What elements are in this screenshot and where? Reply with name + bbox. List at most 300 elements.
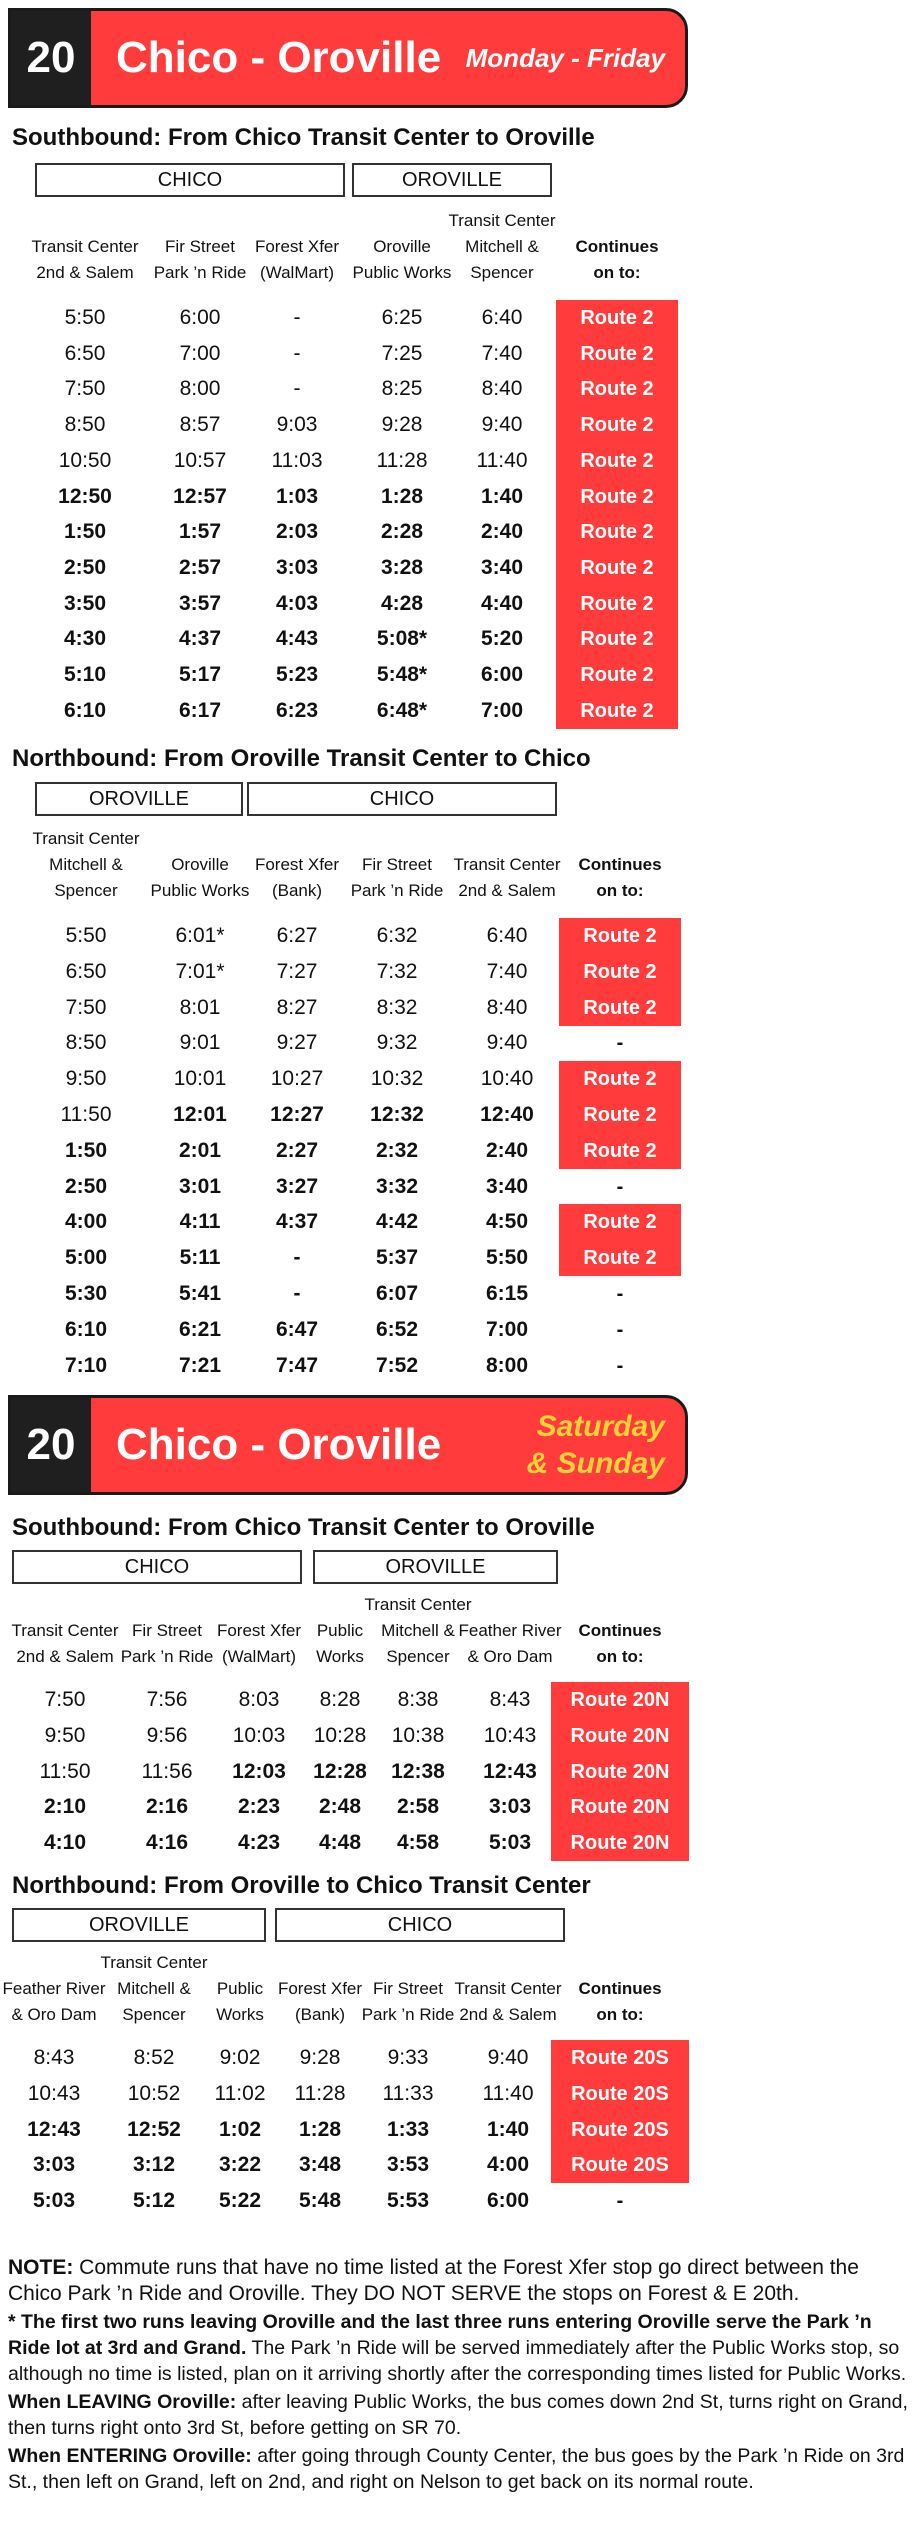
- column-header-line: Transit Center: [31, 237, 139, 256]
- time-cell: 12:43: [483, 1759, 537, 1783]
- region-label: OROVILLE: [35, 782, 243, 816]
- time-cell: 8:28: [319, 1688, 361, 1711]
- time-cell: 2:58: [396, 1795, 440, 1819]
- time-cell: 10:01: [173, 1067, 227, 1091]
- time-cell: 11:40: [482, 2081, 534, 2105]
- time-cell: 11:40: [476, 448, 528, 472]
- time-cell: 2:50: [64, 1174, 108, 1198]
- service-days-line2: & Sunday: [526, 1447, 665, 1480]
- note-entering: When ENTERING Oroville: after going through County Center, the bus goes by the Park ’n Ride on 3rd St., then left on Grand, left on 2nd, and right on Nelson to get back on its normal route.: [8, 2445, 905, 2493]
- time-cell: 4:23: [237, 1831, 281, 1855]
- time-cell: 2:40: [480, 520, 524, 544]
- section-title: Southbound: From Chico Transit Center to Oroville: [12, 124, 595, 151]
- time-cell: -: [293, 306, 301, 329]
- column-header-line: & Oro Dam: [467, 1647, 553, 1666]
- column-header-line: Continues: [578, 855, 662, 874]
- time-cell: 2:32: [375, 1138, 419, 1162]
- time-cell: 12:50: [58, 484, 112, 508]
- time-cell: 12:57: [173, 484, 227, 508]
- time-cell: -: [293, 1246, 301, 1270]
- continues-cell: Route 20S: [551, 2076, 689, 2112]
- time-cell: 6:10: [64, 1317, 108, 1341]
- column-header-line: Park ’n Ride: [361, 2005, 455, 2024]
- column-header-line: Continues: [578, 1979, 662, 1998]
- continues-cell: Route 20N: [551, 1718, 689, 1754]
- column-header-line: Mitchell &: [465, 237, 539, 256]
- column-header-line: Transit Center: [11, 1621, 119, 1640]
- time-cell: 5:03: [32, 2189, 76, 2213]
- time-cell: 2:10: [43, 1795, 87, 1819]
- time-cell: 1:40: [480, 484, 524, 508]
- note-commute: NOTE: Commute runs that have no time listed at the Forest Xfer stop go direct between the Chico Park ’n Ride and Oroville. They DO NOT SERVE the stops on Forest & E 20th.: [8, 2256, 859, 2305]
- time-cell: 10:43: [27, 2081, 81, 2105]
- time-cell: 9:32: [376, 1031, 418, 1055]
- column-header-line: Public Works: [352, 263, 452, 282]
- time-cell: 5:03: [488, 1831, 532, 1855]
- column-header-line: Spencer: [122, 2005, 186, 2024]
- time-cell: 10:50: [58, 448, 112, 472]
- column-header-line: Fir Street: [165, 237, 235, 256]
- time-cell: 3:53: [386, 2153, 430, 2177]
- column-header-line: Works: [316, 1647, 364, 1666]
- time-cell: 8:57: [179, 413, 221, 437]
- time-cell: 7:32: [376, 959, 418, 983]
- column-header-line: Public Works: [150, 881, 250, 900]
- time-cell: 7:25: [381, 341, 423, 365]
- column-header-line: Mitchell &: [381, 1621, 455, 1640]
- time-cell: 3:48: [298, 2153, 342, 2177]
- time-cell: 6:48*: [376, 698, 428, 722]
- continues-cell: Route 20S: [551, 2147, 689, 2183]
- time-cell: 3:03: [275, 555, 319, 579]
- time-cell: 4:28: [380, 591, 424, 615]
- time-cell: 7:00: [179, 341, 221, 365]
- time-cell: 1:28: [298, 2117, 342, 2141]
- time-cell: 1:33: [386, 2117, 430, 2141]
- continues-cell: Route 2: [559, 1133, 681, 1169]
- time-cell: 6:32: [376, 924, 418, 947]
- time-cell: 7:50: [65, 995, 107, 1019]
- column-header-line: Spencer: [470, 263, 534, 282]
- time-cell: 9:01: [179, 1031, 221, 1055]
- column-header-line: Oroville: [171, 855, 229, 874]
- time-cell: 7:01*: [175, 959, 225, 983]
- continues-cell: Route 2: [559, 918, 681, 954]
- column-header-line: (WalMart): [260, 263, 334, 282]
- column-header-line: Park ’n Ride: [120, 1647, 214, 1666]
- time-cell: 6:52: [375, 1317, 419, 1341]
- weekend-banner: [8, 1395, 688, 1495]
- time-cell: 1:57: [178, 520, 222, 544]
- time-cell: 9:50: [65, 1067, 107, 1091]
- column-header-line: Transit Center: [448, 211, 556, 230]
- time-cell: 10:57: [173, 448, 227, 472]
- continues-cell: Route 2: [556, 336, 678, 372]
- time-cell: 5:50: [65, 924, 107, 947]
- time-cell: 6:47: [275, 1317, 319, 1341]
- time-cell: 9:02: [219, 2046, 261, 2069]
- column-header-line: Public: [316, 1621, 364, 1640]
- continues-cell: Route 2: [559, 990, 681, 1026]
- time-cell: 9:03: [276, 413, 318, 437]
- column-header-line: Park ’n Ride: [153, 263, 247, 282]
- time-cell: 6:00: [179, 306, 221, 329]
- time-cell: 5:41: [178, 1282, 222, 1305]
- route-name: Chico - Oroville: [116, 33, 442, 82]
- region-label: OROVILLE: [352, 163, 552, 197]
- time-cell: 2:23: [237, 1795, 281, 1819]
- continues-cell: Route 20N: [551, 1754, 689, 1790]
- time-cell: 9:27: [276, 1031, 318, 1055]
- column-header-line: Forest Xfer: [277, 1979, 363, 1998]
- column-header: [560, 1592, 680, 1670]
- continues-cell: -: [616, 1032, 624, 1055]
- time-cell: 5:00: [64, 1246, 108, 1270]
- continues-cell: Route 2: [559, 1204, 681, 1240]
- time-cell: 2:16: [145, 1795, 189, 1819]
- time-cell: 1:40: [486, 2117, 530, 2141]
- continues-cell: Route 2: [556, 371, 678, 407]
- time-cell: 5:12: [132, 2189, 176, 2213]
- time-cell: 3:27: [275, 1174, 319, 1198]
- column-header: [450, 1592, 570, 1670]
- time-cell: 12:52: [127, 2117, 181, 2141]
- note-leaving: When LEAVING Oroville: after leaving Public Works, the bus comes down 2nd St, turns right on Grand, then turns right onto 3rd St, before getting on SR 70.: [8, 2391, 908, 2439]
- time-cell: 5:10: [63, 663, 107, 686]
- time-cell: 9:40: [486, 1031, 528, 1055]
- column-header-line: Public: [216, 1979, 264, 1998]
- time-cell: 3:40: [485, 1174, 529, 1198]
- time-cell: -: [293, 1282, 301, 1305]
- region-label: OROVILLE: [12, 1908, 266, 1942]
- column-header-line: Transit Center: [454, 1979, 562, 1998]
- time-cell: 5:48*: [376, 663, 428, 686]
- column-header-line: Fir Street: [132, 1621, 202, 1640]
- time-cell: 8:50: [65, 1031, 107, 1055]
- time-cell: 7:00: [480, 698, 524, 722]
- time-cell: 7:40: [486, 959, 528, 983]
- time-cell: 3:32: [375, 1174, 419, 1198]
- time-cell: 4:42: [375, 1210, 419, 1234]
- column-header-line: 2nd & Salem: [16, 1647, 114, 1666]
- time-cell: 12:27: [270, 1103, 324, 1126]
- time-cell: 5:53: [386, 2189, 430, 2213]
- time-cell: 8:03: [238, 1688, 280, 1711]
- continues-cell: Route 2: [556, 479, 678, 515]
- column-header-line: Transit Center: [364, 1595, 472, 1614]
- continues-cell: Route 2: [556, 300, 678, 336]
- time-cell: 6:27: [276, 924, 318, 947]
- time-cell: 6:21: [178, 1317, 222, 1341]
- time-cell: 2:03: [275, 520, 319, 544]
- continues-cell: Route 2: [556, 407, 678, 443]
- time-cell: 5:22: [218, 2189, 262, 2213]
- time-cell: 8:52: [133, 2046, 175, 2069]
- continues-cell: -: [616, 1283, 624, 1305]
- time-cell: 2:48: [318, 1795, 362, 1819]
- time-cell: 11:50: [60, 1103, 112, 1126]
- time-cell: 11:28: [294, 2081, 346, 2105]
- time-cell: 1:03: [275, 484, 319, 508]
- time-cell: 11:28: [376, 448, 428, 472]
- time-cell: 3:03: [488, 1795, 532, 1819]
- time-cell: 7:00: [485, 1317, 529, 1341]
- time-cell: 3:57: [178, 591, 222, 615]
- continues-cell: Route 2: [559, 1240, 681, 1276]
- column-header-line: Continues: [575, 237, 659, 256]
- time-cell: 10:03: [232, 1723, 286, 1747]
- region-label: OROVILLE: [313, 1550, 558, 1584]
- column-header-line: Fir Street: [373, 1979, 443, 1998]
- column-header-line: Transit Center: [100, 1953, 208, 1972]
- time-cell: 3:28: [380, 555, 424, 579]
- time-cell: 2:57: [178, 555, 222, 579]
- continues-cell: Route 20S: [551, 2112, 689, 2148]
- time-cell: 5:50: [485, 1246, 529, 1270]
- continues-cell: Route 2: [556, 550, 678, 586]
- section-title: Northbound: From Oroville Transit Center to Chico: [12, 745, 591, 772]
- column-header-line: Mitchell &: [117, 1979, 191, 1998]
- time-cell: 8:32: [376, 995, 418, 1019]
- continues-cell: Route 2: [556, 621, 678, 657]
- weekday-banner: [8, 8, 688, 108]
- continues-cell: Route 2: [559, 954, 681, 990]
- time-cell: 8:38: [397, 1688, 439, 1711]
- continues-cell: -: [616, 2190, 624, 2213]
- column-header-line: 2nd & Salem: [36, 263, 134, 282]
- time-cell: 2:27: [275, 1138, 319, 1162]
- column-header-line: Fir Street: [362, 855, 432, 874]
- continues-cell: -: [616, 1318, 624, 1341]
- time-cell: 12:38: [391, 1759, 445, 1783]
- time-cell: 4:50: [485, 1210, 529, 1234]
- continues-cell: Route 2: [556, 514, 678, 550]
- time-cell: 4:58: [396, 1831, 440, 1855]
- time-cell: 6:15: [485, 1282, 529, 1305]
- time-cell: 8:43: [489, 1688, 531, 1711]
- column-header: [550, 826, 690, 904]
- column-header-line: Continues: [578, 1621, 662, 1640]
- section-title: Southbound: From Chico Transit Center to Oroville: [12, 1514, 595, 1541]
- time-cell: 5:20: [480, 627, 524, 651]
- time-cell: 4:40: [480, 591, 524, 615]
- time-cell: 6:00: [480, 663, 524, 686]
- time-cell: 4:03: [275, 591, 319, 615]
- time-cell: 6:17: [178, 698, 222, 722]
- time-cell: 6:25: [381, 306, 423, 329]
- time-cell: 9:28: [381, 413, 423, 437]
- time-cell: 4:00: [64, 1210, 108, 1234]
- continues-cell: Route 20N: [551, 1825, 689, 1861]
- time-cell: 11:02: [214, 2081, 266, 2105]
- column-header-line: Forest Xfer: [254, 855, 340, 874]
- column-header-line: (Bank): [294, 2005, 346, 2024]
- route-name: Chico - Oroville: [116, 1420, 442, 1469]
- notes: [8, 2255, 908, 2497]
- time-cell: 8:43: [33, 2046, 75, 2069]
- time-cell: 8:01: [179, 995, 221, 1019]
- time-cell: 10:52: [127, 2081, 181, 2105]
- note-asterisk: * The first two runs leaving Oroville and the last three runs entering Oroville serve the Park ’n Ride lot at 3rd and Grand. The Park ’n Ride will be served immediately after the Public Works stop, so although no time is listed, plan on it arriving shortly after the corresponding times listed for Public Works.: [8, 2311, 907, 2385]
- time-cell: 6:40: [486, 924, 528, 947]
- time-cell: 5:37: [375, 1246, 419, 1270]
- time-cell: 11:56: [141, 1759, 193, 1783]
- time-cell: 1:02: [218, 2117, 262, 2141]
- column-header-line: (WalMart): [222, 1647, 296, 1666]
- time-cell: 8:25: [381, 377, 423, 401]
- continues-cell: Route 2: [556, 693, 678, 729]
- time-cell: 8:27: [276, 995, 318, 1019]
- continues-cell: Route 20N: [551, 1789, 689, 1825]
- continues-cell: Route 20N: [551, 1682, 689, 1718]
- region-label: CHICO: [35, 163, 345, 197]
- route-number: 20: [11, 1398, 91, 1492]
- time-cell: 5:30: [64, 1282, 108, 1305]
- time-cell: 10:27: [270, 1067, 324, 1091]
- time-cell: 12:32: [370, 1103, 424, 1126]
- time-cell: 7:50: [44, 1688, 86, 1711]
- column-header-line: & Oro Dam: [11, 2005, 97, 2024]
- continues-cell: Route 2: [559, 1097, 681, 1133]
- time-cell: 7:52: [375, 1353, 419, 1377]
- column-header-line: Forest Xfer: [254, 237, 340, 256]
- time-cell: 7:27: [276, 959, 318, 983]
- time-cell: 4:48: [318, 1831, 362, 1855]
- column-header-line: Park ’n Ride: [350, 881, 444, 900]
- service-days: Monday - Friday: [465, 42, 665, 73]
- column-header-line: Transit Center: [453, 855, 561, 874]
- column-header-line: 2nd & Salem: [459, 2005, 557, 2024]
- time-cell: 3:03: [32, 2153, 76, 2177]
- time-cell: 5:23: [275, 663, 319, 686]
- time-cell: 4:30: [63, 627, 107, 651]
- time-cell: 6:40: [481, 306, 523, 329]
- region-label: CHICO: [275, 1908, 565, 1942]
- time-cell: 3:12: [132, 2153, 176, 2177]
- time-cell: 9:40: [481, 413, 523, 437]
- column-header-line: Mitchell &: [49, 855, 123, 874]
- time-cell: 12:43: [27, 2117, 81, 2141]
- time-cell: 2:40: [485, 1138, 529, 1162]
- time-cell: 7:21: [178, 1353, 222, 1377]
- time-cell: 11:33: [382, 2081, 434, 2105]
- continues-cell: Route 2: [559, 1061, 681, 1097]
- region-label: CHICO: [247, 782, 557, 816]
- column-header-line: Forest Xfer: [216, 1621, 302, 1640]
- time-cell: 12:03: [232, 1759, 286, 1783]
- time-cell: 2:50: [63, 555, 107, 579]
- time-cell: 8:40: [486, 995, 528, 1019]
- time-cell: 11:03: [271, 448, 323, 472]
- time-cell: 5:08*: [376, 627, 428, 651]
- time-cell: 7:50: [64, 377, 106, 401]
- time-cell: -: [293, 377, 301, 401]
- time-cell: 2:28: [380, 520, 424, 544]
- continues-cell: Route 2: [556, 443, 678, 479]
- time-cell: 4:10: [43, 1831, 87, 1855]
- time-cell: 9:56: [146, 1723, 188, 1747]
- time-cell: 12:28: [313, 1759, 367, 1783]
- column-header-line: Feather River: [458, 1621, 562, 1640]
- column-header-line: Spencer: [386, 1647, 450, 1666]
- continues-cell: -: [616, 1354, 624, 1377]
- column-header: [547, 208, 687, 286]
- time-cell: 4:00: [486, 2153, 530, 2177]
- time-cell: 7:10: [64, 1353, 108, 1377]
- continues-cell: Route 20S: [551, 2040, 689, 2076]
- time-cell: 9:40: [487, 2046, 529, 2069]
- time-cell: 11:50: [39, 1759, 91, 1783]
- time-cell: 9:50: [44, 1723, 86, 1747]
- column-header-line: (Bank): [271, 881, 323, 900]
- time-cell: 1:50: [64, 1138, 108, 1162]
- time-cell: 8:00: [179, 377, 221, 401]
- column-header-line: 2nd & Salem: [458, 881, 556, 900]
- column-header-line: Transit Center: [32, 829, 140, 848]
- column-header-line: Works: [216, 2005, 264, 2024]
- time-cell: 6:10: [63, 698, 107, 722]
- time-cell: 6:07: [375, 1282, 419, 1305]
- time-cell: 10:43: [483, 1723, 537, 1747]
- time-cell: 1:50: [63, 520, 107, 544]
- time-cell: 5:50: [64, 306, 106, 329]
- time-cell: 6:50: [65, 959, 107, 983]
- time-cell: 4:11: [179, 1210, 221, 1234]
- region-label: CHICO: [12, 1550, 302, 1584]
- time-cell: 5:48: [298, 2189, 342, 2213]
- time-cell: 3:01: [178, 1174, 222, 1198]
- continues-cell: -: [616, 1175, 624, 1198]
- time-cell: 3:22: [218, 2153, 262, 2177]
- time-cell: 8:50: [64, 413, 106, 437]
- time-cell: 10:40: [480, 1067, 534, 1091]
- time-cell: 12:40: [480, 1103, 534, 1126]
- time-cell: 4:16: [145, 1831, 189, 1855]
- time-cell: 3:50: [63, 591, 107, 615]
- column-header-line: on to:: [593, 263, 641, 282]
- time-cell: -: [293, 341, 301, 365]
- time-cell: 9:33: [387, 2046, 429, 2069]
- column-header-line: Spencer: [54, 881, 118, 900]
- time-cell: 4:37: [275, 1210, 319, 1234]
- time-cell: 8:00: [485, 1353, 529, 1377]
- time-cell: 10:38: [391, 1723, 445, 1747]
- route-number: 20: [11, 11, 91, 105]
- column-header-line: Feather River: [2, 1979, 106, 1998]
- column-header-line: on to:: [596, 1647, 644, 1666]
- column-header-line: on to:: [596, 881, 644, 900]
- time-cell: 5:17: [178, 663, 222, 686]
- continues-cell: Route 2: [556, 586, 678, 622]
- time-cell: 6:01*: [175, 924, 225, 947]
- column-header-line: Oroville: [373, 237, 431, 256]
- time-cell: 4:43: [275, 627, 319, 651]
- column-header: [448, 1950, 568, 2028]
- time-cell: 1:28: [380, 484, 424, 508]
- service-days: [527, 1398, 665, 1492]
- service-days-line1: Saturday: [536, 1409, 665, 1443]
- time-cell: 9:28: [299, 2046, 341, 2069]
- time-cell: 7:47: [275, 1353, 319, 1377]
- time-cell: 8:40: [481, 377, 523, 401]
- time-cell: 6:00: [486, 2189, 530, 2213]
- time-cell: 7:40: [481, 341, 523, 365]
- time-cell: 4:37: [178, 627, 222, 651]
- time-cell: 6:23: [275, 698, 319, 722]
- time-cell: 10:32: [370, 1067, 424, 1091]
- time-cell: 10:28: [313, 1723, 367, 1747]
- time-cell: 12:01: [173, 1103, 227, 1126]
